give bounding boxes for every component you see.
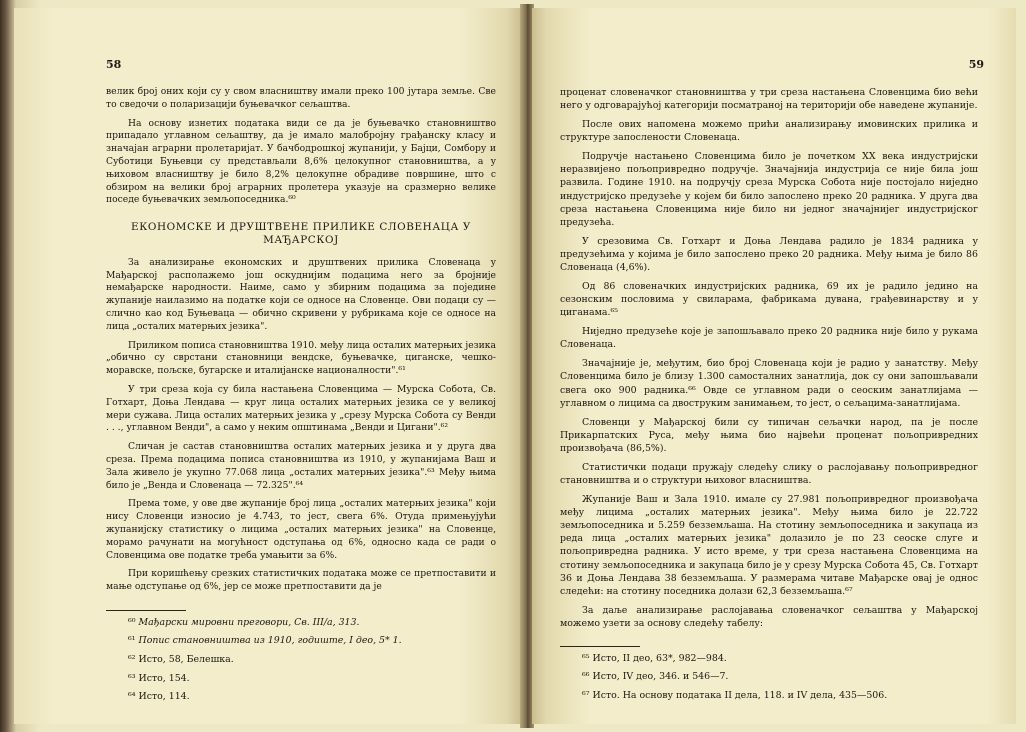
- paragraph: Жупаније Ваш и Зала 1910. имале су 27.981 пољопривредног произвођача међу лицима „осталих матерњих језика". Међу њима било је 22.722 земљопоседника и 5.259 безземљаша. На стотину земљопоседника и закупаца из реда лица „осталих матерњих језика" долазило је по 23 сеоске слуге и пољопривредна радника. У исто време, у три среза настањена Словенцима на стотину земљопоседника и закупаца било је у срезу Мурска Собота 45, Св. Готхарт 36 и Доња Лендава 38 безземљаша. У размерама читаве Мађарске овај је однос следећи: на стотину поседника долази 62,3 безземљаша.⁶⁷: [560, 494, 978, 597]
- footnote-text: Исто. На основу података II дела, 118. и IV дела, 435—506.: [592, 690, 888, 702]
- footnote: [106, 617, 496, 630]
- paragraph: Подручје настањено Словенцима било је почетком XX века индустријски неразвијено пољопривредно подручје. Значајнија индустрија се није била још развила. Године 1910. на подручју среза Мурска Собота није постојало ниједно индустријско предузеће у којем би било запослено преко 20 радника. У друга два среза настањена Словенцима није било ни једног значајнијег индустријског предузећа.: [560, 151, 978, 228]
- paragraph: За анализирање економских и друштвених прилика Словенаца у Мађарској располажемо још оскуднијим подацима него за бројније немађарске народности. Наиме, само у збирним подацима за поједине жупаније наилазимо на податке који се односе на Словенце. Ови подаци су — слично као код Буњеваца — обично скривени у рубрикама које се односе на лица „осталих матерњих језика".: [106, 256, 496, 332]
- right-page: [532, 8, 1016, 724]
- paragraph: Статистички подаци пружају следећу слику о раслојавању пољопривредног становништва и о структури њиховог власништва.: [560, 461, 978, 487]
- footnote-number: ⁶⁷: [582, 690, 590, 702]
- paragraph: Значајније је, међутим, био број Словенаца који је радио у занатству. Међу Словенцима било је близу 1.300 самосталних занатлија, док су они запошљавали свега око 900 радника.⁶⁶ Овде се углавном ради о сеоским занатлијама — углавном о лицима са двоструким занимањем, то јест, о сељацима-занатлијама.: [560, 358, 978, 409]
- paragraph: После ових напомена можемо прићи анализирању имовинских прилика и структуре запослености Словенаца.: [560, 119, 978, 144]
- footnote-number: ⁶³: [128, 672, 136, 684]
- footnote: [106, 635, 496, 648]
- left-page: [14, 8, 522, 724]
- footnote-rule: [106, 610, 186, 611]
- page-number: 58: [106, 58, 122, 71]
- footnote: [560, 690, 978, 703]
- footnote: [106, 691, 496, 704]
- footnote-number: ⁶⁶: [582, 671, 590, 683]
- text-column: [106, 86, 496, 710]
- paragraph: За даље анализирање раслојавања словеначког сељаштва у Мађарској можемо узети за основу следећу табелу:: [560, 604, 978, 629]
- footnote-text: Исто, II део, 63*, 982—984.: [592, 652, 727, 664]
- footnote-text: Исто, 114.: [138, 691, 190, 703]
- footnote: [106, 673, 496, 686]
- paragraph: Словенци у Мађарској били су типичан сељачки народ, па је после Прикарпатских Руса, међу њима био највећи проценат пољопривредних произвођача (86,5%).: [560, 416, 978, 454]
- footnote-text: Попис становништва из 1910, годиште, I део, 5* 1.: [138, 635, 402, 647]
- footnote-number: ⁶²: [128, 654, 136, 666]
- footnote-number: ⁶⁴: [128, 691, 136, 703]
- paragraph: У три среза која су била настањена Словенцима — Мурска Собота, Св. Готхарт, Доња Лендава — круг лица осталих матерњих језика се у великој мери сужава. Лица осталих матерњих језика у „срезу Мурска Собота су Венди . . ., углавном Венди", а само у неким општинама „Венди и Цигани".⁶²: [106, 383, 496, 434]
- paragraph: При коришћењу срезких статистичких података може се претпоставити и мање одступање од 6%, јер се може претпоставити да је: [106, 568, 496, 593]
- footnote-text: Исто, 154.: [138, 672, 190, 684]
- paragraph: проценат словеначког становништва у три среза настањена Словенцима био већи него у одговарајућој категорији посматраној на територији обе наведене жупаније.: [560, 87, 978, 112]
- text-column: [560, 86, 978, 709]
- paragraph: У срезовима Св. Готхарт и Доња Лендава радило је 1834 радника у предузећима у којима је било запослено преко 20 радника. Међу њима је било 86 Словенаца (4,6%).: [560, 235, 978, 273]
- footnote-number: ⁶⁰: [128, 616, 136, 628]
- section-heading: ЕКОНОМСКЕ И ДРУШТВЕНЕ ПРИЛИКЕ СЛОВЕНАЦА У МАЂАРСКОЈ: [131, 221, 471, 246]
- footnote-text: Исто, IV део, 346. и 546—7.: [592, 671, 729, 683]
- paragraph: Сличан је састав становништва осталих матерњих језика и у друга два среза. Према подацима пописа становништва из 1910, у жупанијама Ваш и Зала живело је укупно 77.068 лица „осталих матерњих језика".⁶³ Међу њима било је „Венда и Словенаца — 72.325".⁶⁴: [106, 441, 496, 491]
- paragraph: На основу изнетих података види се да је буњевачко становништво припадало углавном сељаштву, да је имало малобројну грађанску класу и значајан аграрни пролетаријат. У бачбодрошкој жупанији, у Бајци, Сомбору и Суботици Буњевци су представљали 8,6% целокупног становништва, а у њиховом власништву је било 8,2% целокупне обрадиве површине, што с обзиром на велики број аграрних пролетера указује на сразмерно велике поседе буњевачких земљопоседника.⁶⁰: [106, 117, 496, 206]
- page-number: 59: [968, 58, 984, 71]
- paragraph: Од 86 словеначких индустријских радника, 69 их је радило једино на сезонским пословима у свиларама, фабрикама дувана, грађевинарству и у циганама.⁶⁵: [560, 281, 978, 319]
- footnote-text: Исто, 58, Белешка.: [138, 654, 234, 666]
- paragraph: велик број оних који су у свом власништву имали преко 100 јутара земље. Све то сведочи о поларизацији буњевачког сељаштва.: [106, 86, 496, 110]
- footnote-text: Мађарски мировни преговори, Св. III/а, 313.: [138, 616, 360, 628]
- footnote: [560, 653, 978, 666]
- footnote: [560, 671, 978, 684]
- paragraph: Ниједно предузеће које је запошљавало преко 20 радника није било у рукама Словенаца.: [560, 326, 978, 351]
- paragraph: Приликом пописа становништва 1910. међу лица осталих матерњих језика „обично су сврстани становници вендске, буњевачке, циганске, чешко-моравске, пољске, бугарске и италијанске националности".⁶¹: [106, 339, 496, 377]
- footnote-number: ⁶¹: [128, 635, 136, 647]
- paragraph: Према томе, у ове две жупаније број лица „осталих матерњих језика" који нису Словенци износио је 4.743, то јест, свега 6%. Отуда примењујући жупанијску статистику о лицима „осталих матерњих језика" на Словенце, морамо рачунати на могућност одступања од 6%, односно када се ради о Словенцима ове податке треба умањити за 6%.: [106, 498, 496, 561]
- footnote-number: ⁶⁵: [582, 652, 590, 664]
- footnote: [106, 654, 496, 667]
- footnote-rule: [560, 646, 640, 647]
